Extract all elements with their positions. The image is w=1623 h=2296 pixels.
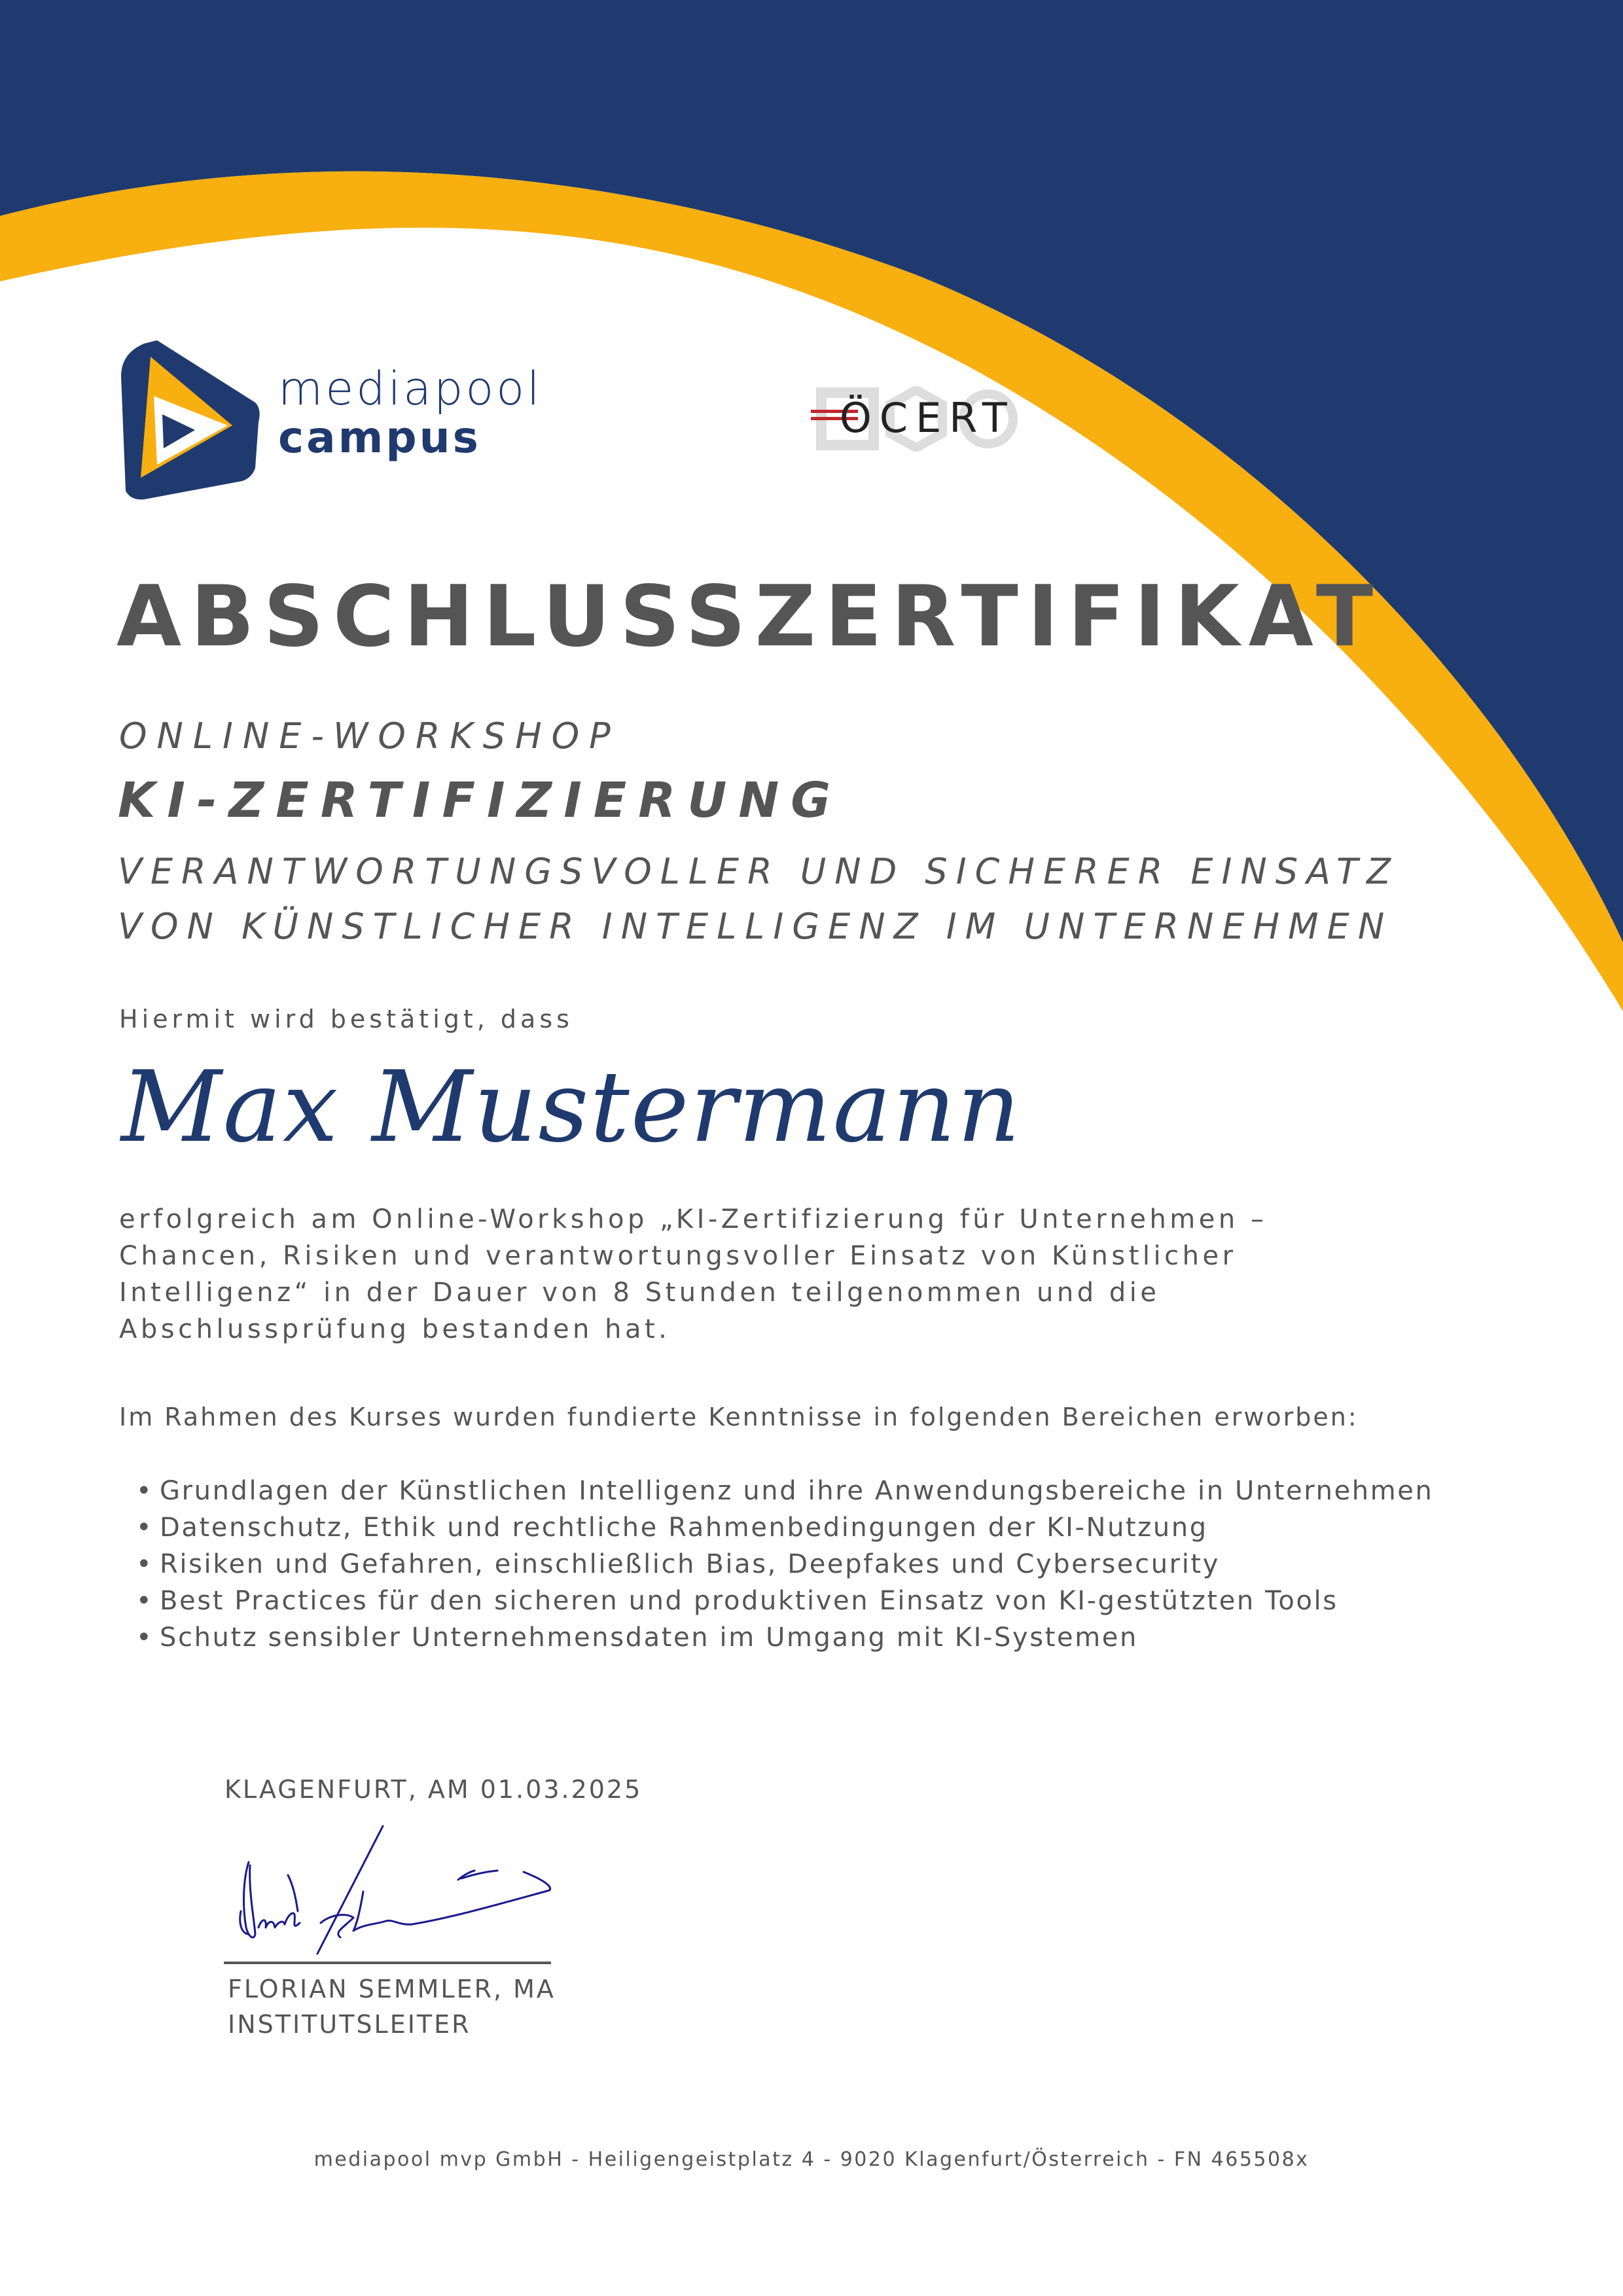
bullet-icon: • bbox=[136, 1513, 154, 1543]
footer-company-info: mediapool mvp GmbH - Heiligengeistplatz 4 - 9020 Klagenfurt/Österreich - FN 465508x bbox=[313, 2148, 1310, 2171]
topic-label: Grundlagen der Künstlichen Intelligenz und ihre Anwendungsbereiche in Unternehmen bbox=[160, 1476, 1434, 1506]
topic-label: Risiken und Gefahren, einschließlich Bias, Deepfakes und Cybersecurity bbox=[160, 1549, 1220, 1579]
topics-intro: Im Rahmen des Kurses wurden fundierte Kenntnisse in folgenden Bereichen erworben: bbox=[119, 1403, 1359, 1431]
oecert-logo bbox=[808, 386, 1024, 452]
bullet-icon: • bbox=[136, 1586, 154, 1616]
bullet-icon: • bbox=[136, 1476, 154, 1506]
topic-item bbox=[136, 1583, 1433, 1619]
play-hexagon-icon bbox=[118, 337, 262, 501]
course-type: ONLINE-WORKSHOP bbox=[119, 715, 620, 757]
topic-item bbox=[136, 1546, 1433, 1583]
topics-list bbox=[136, 1473, 1433, 1656]
topic-item bbox=[136, 1619, 1433, 1656]
logo-wordmark-mediapool: mediapool bbox=[278, 362, 543, 416]
oecert-wordmark: ÖCERT bbox=[840, 394, 1015, 442]
topic-label: Datenschutz, Ethik und rechtliche Rahmenbedingungen der KI-Nutzung bbox=[160, 1513, 1208, 1543]
signature-image bbox=[223, 1806, 576, 1957]
topic-item bbox=[136, 1509, 1433, 1546]
certificate-title: ABSCHLUSSZERTIFIKAT bbox=[116, 568, 1383, 666]
completion-line: Intelligenz“ in der Dauer von 8 Stunden teilgenommen und die bbox=[119, 1278, 1160, 1308]
bullet-icon: • bbox=[136, 1549, 154, 1579]
signer-role: INSTITUTSLEITER bbox=[228, 2010, 471, 2039]
topic-item bbox=[136, 1473, 1433, 1509]
place-date: KLAGENFURT, AM 01.03.2025 bbox=[224, 1775, 643, 1804]
course-name: KI-ZERTIFIZIERUNG bbox=[118, 772, 843, 829]
course-subtitle-line2: VON KÜNSTLICHER INTELLIGENZ IM UNTERNEHMEN bbox=[118, 906, 1393, 947]
recipient-name: Max Mustermann bbox=[121, 1050, 1022, 1164]
completion-line: Abschlussprüfung bestanden hat. bbox=[119, 1314, 671, 1344]
logo-wordmark-campus: campus bbox=[278, 412, 481, 463]
confirmation-text: Hiermit wird bestätigt, dass bbox=[119, 1005, 573, 1033]
mediapool-logo bbox=[118, 337, 576, 501]
topic-label: Best Practices für den sicheren und produktiven Einsatz von KI-gestützten Tools bbox=[160, 1586, 1338, 1616]
signer-block bbox=[228, 1971, 556, 2042]
completion-line: Chancen, Risiken und verantwortungsvoller Einsatz von Künstlicher bbox=[119, 1241, 1237, 1271]
completion-statement bbox=[119, 1201, 1267, 1348]
topic-label: Schutz sensibler Unternehmensdaten im Umgang mit KI-Systemen bbox=[160, 1623, 1138, 1653]
signature-line bbox=[224, 1962, 551, 1964]
completion-line: erfolgreich am Online-Workshop „KI-Zertifizierung für Unternehmen – bbox=[119, 1204, 1268, 1234]
course-subtitle-line1: VERANTWORTUNGSVOLLER UND SICHERER EINSATZ bbox=[118, 851, 1400, 892]
course-subtitle bbox=[118, 844, 1399, 954]
bullet-icon: • bbox=[136, 1623, 154, 1653]
signer-name: FLORIAN SEMMLER, MA bbox=[228, 1975, 556, 2003]
